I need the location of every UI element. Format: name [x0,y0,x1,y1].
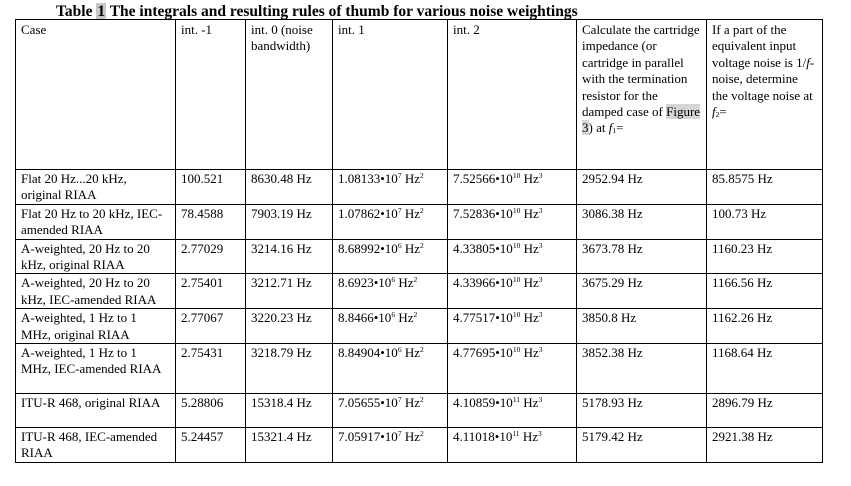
int1-unit-power: 2 [419,429,424,439]
int1-unit-power: 2 [419,205,424,215]
cell-int0: 3220.23 Hz [246,309,333,344]
cell-int2 [448,170,577,205]
cell-int2 [448,274,577,309]
table-row [16,239,823,274]
int2-unit-power: 3 [538,275,543,285]
cell-int2 [448,239,577,274]
header-cartridge-impedance [577,20,707,170]
calc-eq: = [616,120,624,136]
int1-unit: Hz [401,171,420,186]
int1-unit: Hz [401,345,420,361]
int2-unit: Hz [520,205,539,221]
cell-int2 [448,394,577,428]
int1-mantissa: 8.8466•10 [338,310,392,326]
figure-3-link[interactable]: Figure 3 [582,104,701,136]
cell-int1 [333,239,448,274]
int1-unit: Hz [401,240,420,256]
int1-exponent: 6 [397,240,402,250]
int2-exponent: 10 [512,275,521,285]
cell-int-minus1: 5.28806 [176,394,246,428]
int1-unit-power: 2 [419,395,424,405]
cell-f2: 2921.38 Hz [707,428,823,463]
int2-unit-power: 3 [538,240,543,250]
cell-int1 [333,344,448,394]
cell-case: ITU-R 468, IEC-amended RIAA [16,428,176,463]
int1-exponent: 7 [397,205,402,215]
caption-prefix: Table [56,3,93,20]
cell-int-minus1: 5.24457 [176,428,246,463]
cell-f1: 3852.38 Hz [577,344,707,394]
cell-f1: 3850.8 Hz [577,309,707,344]
calc-text-post: ) at [588,120,606,136]
cell-f2: 1162.26 Hz [707,309,823,344]
cell-f2: 85.8575 Hz [707,170,823,205]
cell-f2: 2896.79 Hz [707,394,823,428]
int2-mantissa: 4.77517•10 [453,310,513,326]
calc-sub: 1 [612,126,617,136]
header-int0: int. 0 (noise bandwidth) [246,20,333,170]
int1-mantissa: 8.84904•10 [338,345,398,361]
cell-int-minus1: 78.4588 [176,204,246,239]
table-row [16,274,823,309]
int2-unit-power: 3 [538,171,543,180]
int1-mantissa: 8.6923•10 [338,275,392,291]
cell-int0: 3212.71 Hz [246,274,333,309]
cell-f2: 1168.64 Hz [707,344,823,394]
int2-unit-power: 3 [538,395,543,405]
flicker-sub: 2 [715,110,720,120]
cell-case: Flat 20 Hz to 20 kHz, IEC-amended RIAA [16,204,176,239]
cell-int2 [448,344,577,394]
int1-unit-power: 2 [413,310,418,320]
header-flicker-noise [707,20,823,170]
cell-int1 [333,204,448,239]
flicker-var: f [806,54,810,70]
int2-mantissa: 7.52566•10 [453,171,513,186]
cell-int2 [448,204,577,239]
int2-unit: Hz [520,310,539,326]
int1-unit: Hz [395,275,414,291]
cell-int2 [448,309,577,344]
cell-case: A-weighted, 20 Hz to 20 kHz, IEC-amended RIAA [16,274,176,309]
int2-unit-power: 3 [538,205,543,215]
cell-f1: 3675.29 Hz [577,274,707,309]
flicker-text: If a part of the equivalent input voltage noise is 1/ [712,22,807,70]
cell-f2: 1160.23 Hz [707,239,823,274]
calc-text: Calculate the cartridge impedance (or cartridge in parallel with the termination resistor for the damped case of [582,22,700,120]
int2-unit: Hz [520,275,539,291]
int1-unit: Hz [401,429,420,445]
flicker-text-post: -noise, determine the voltage noise at [712,54,815,103]
cell-int1 [333,428,448,463]
cell-int0: 3218.79 Hz [246,344,333,394]
int2-unit: Hz [520,345,539,361]
cell-int0: 15321.4 Hz [246,428,333,463]
cell-int0: 7903.19 Hz [246,204,333,239]
cell-int-minus1: 2.77067 [176,309,246,344]
table-row [16,344,823,394]
cell-int-minus1: 2.77029 [176,239,246,274]
cell-int1 [333,274,448,309]
int1-exponent: 7 [397,395,402,405]
int1-mantissa: 1.07862•10 [338,205,398,221]
table-row [16,428,823,463]
int1-exponent: 7 [397,171,402,180]
cell-int1 [333,170,448,205]
cell-int0: 15318.4 Hz [246,394,333,428]
int1-unit: Hz [401,205,420,221]
header-case: Case [16,20,176,170]
int1-mantissa: 1.08133•10 [338,171,398,186]
int2-unit: Hz [519,429,538,445]
int1-mantissa: 7.05917•10 [338,429,398,445]
int2-exponent: 11 [512,429,520,439]
int2-unit-power: 3 [538,310,543,320]
int2-mantissa: 4.11018•10 [453,429,513,445]
int1-unit: Hz [401,395,420,411]
int2-unit: Hz [520,240,539,256]
table-row [16,170,823,205]
int2-exponent: 10 [512,240,521,250]
int2-unit: Hz [520,395,539,411]
int1-mantissa: 7.05655•10 [338,395,398,411]
int1-unit-power: 2 [419,345,424,355]
int1-unit: Hz [395,310,414,326]
caption-number[interactable]: 1 [97,3,106,20]
int2-unit-power: 3 [538,345,543,355]
cell-f2: 1166.56 Hz [707,274,823,309]
cell-int0: 8630.48 Hz [246,170,333,205]
int2-exponent: 10 [512,345,521,355]
int2-exponent: 10 [512,310,521,320]
cell-case: A-weighted, 1 Hz to 1 MHz, IEC-amended RIAA [16,344,176,394]
cell-f2: 100.73 Hz [707,204,823,239]
int2-mantissa: 7.52836•10 [453,205,513,221]
cell-f1: 5178.93 Hz [577,394,707,428]
cell-int0: 3214.16 Hz [246,239,333,274]
cell-int-minus1: 2.75431 [176,344,246,394]
table-row [16,394,823,428]
cell-int1 [333,309,448,344]
header-int2: int. 2 [448,20,577,170]
int2-unit: Hz [520,171,539,186]
int2-mantissa: 4.77695•10 [453,345,513,361]
header-row [16,20,823,170]
cell-int1 [333,394,448,428]
int1-exponent: 7 [397,429,402,439]
cell-f1: 3086.38 Hz [577,204,707,239]
cell-int2 [448,428,577,463]
cell-case: Flat 20 Hz...20 kHz, original RIAA [16,170,176,205]
caption-text: The integrals and resulting rules of thumb for various noise weightings [109,3,578,20]
int2-mantissa: 4.33966•10 [453,275,513,291]
int2-unit-power: 3 [537,429,542,439]
int2-exponent: 10 [512,205,521,215]
int1-unit-power: 2 [419,240,424,250]
int1-unit-power: 2 [413,275,418,285]
cell-f1: 3673.78 Hz [577,239,707,274]
table-row [16,309,823,344]
int2-mantissa: 4.33805•10 [453,240,513,256]
flicker-eq: = [719,104,727,120]
flicker-var2: f [712,104,716,120]
int1-exponent: 6 [391,275,396,285]
header-int1: int. 1 [333,20,448,170]
calc-var: f [608,120,613,136]
table-row [16,204,823,239]
cell-case: A-weighted, 1 Hz to 1 MHz, original RIAA [16,309,176,344]
int1-mantissa: 8.68992•10 [338,240,398,256]
int2-mantissa: 4.10859•10 [453,395,513,411]
cell-f1: 5179.42 Hz [577,428,707,463]
int2-exponent: 11 [512,395,521,405]
cell-f1: 2952.94 Hz [577,170,707,205]
cell-int-minus1: 100.521 [176,170,246,205]
cell-case: A-weighted, 20 Hz to 20 kHz, original RIAA [16,239,176,274]
int1-exponent: 6 [397,345,402,355]
int1-exponent: 6 [391,310,396,320]
int2-exponent: 10 [512,171,521,180]
header-int-minus1: int. -1 [176,20,246,170]
noise-weighting-table [15,19,823,463]
int1-unit-power: 2 [419,171,424,180]
cell-case: ITU-R 468, original RIAA [16,394,176,428]
cell-int-minus1: 2.75401 [176,274,246,309]
